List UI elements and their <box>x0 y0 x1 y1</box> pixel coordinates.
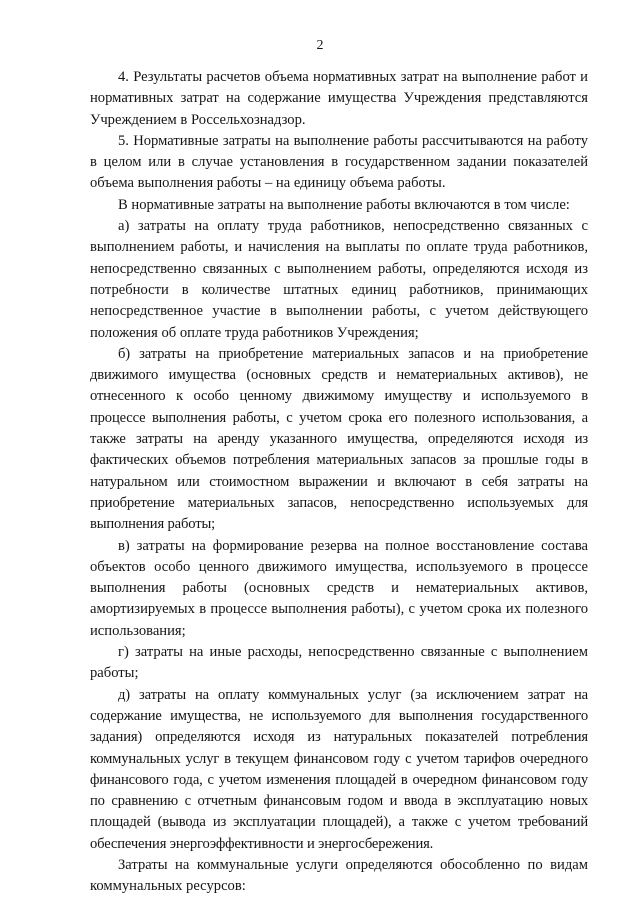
paragraph-subitem-v: в) затраты на формирование резерва на полное восстановление состава объектов особо ценного движимого имущества, используемого в процессе выполнения работы (основных средств и нематериальных активов, амортизируемых в процессе выполнения работы), с учетом срока их полезного использования; <box>90 537 588 639</box>
paragraph-subitem-b: б) затраты на приобретение материальных запасов и на приобретение движимого имущества (основных средств и нематериальных активов), не отнесенного к особо ценному движимому имуществу и используемого в процессе выполнения работы, с учетом срока его полезного использования, а также затраты на аренду указанного имущества, определяются исходя из фактических объемов потребления материальных запасов за прошлые годы в натуральном или стоимостном выражении и включают в себя затраты на приобретение материальных запасов, непосредственно используемых для выполнения работы; <box>90 345 588 533</box>
paragraph-subitem-a: а) затраты на оплату труда работников, непосредственно связанных с выполнением работы, и начисления на выплаты по оплате труда работников, непосредственно связанных с выполнением работы, определяются исходя из потребности в количестве штатных единиц работников, принимающих непосредственное участие в выполнении работы, с учетом действующего положения об оплате труда работников Учреждения; <box>90 218 588 341</box>
paragraph-subitem-g: г) затраты на иные расходы, непосредственно связанные с выполнением работы; <box>90 644 588 682</box>
page-number: 2 <box>316 38 324 53</box>
paragraph-utilities-resources: Затраты на коммунальные услуги определяются обособленно по видам коммунальных ресурсов: <box>90 856 588 895</box>
paragraph-included-costs-intro: В нормативные затраты на выполнение работы включаются в том числе: <box>118 196 570 213</box>
paragraph-item-5: 5. Нормативные затраты на выполнение работы рассчитываются на работу в целом или в случае установления в государственном задании показателей объема выполнения работы – на единицу объема работы. <box>90 132 588 192</box>
paragraph-item-4: 4. Результаты расчетов объема нормативных затрат на выполнение работ и нормативных затрат на содержание имущества Учреждения представляются Учреждением в Россельхознадзор. <box>90 69 588 128</box>
paragraph-subitem-d: д) затраты на оплату коммунальных услуг (за исключением затрат на содержание имущества, не используемого для выполнения государственного задания) определяются исходя из натуральных показателей потребления коммунальных услуг в текущем финансовом году с учетом тарифов очередного финансового года, с учетом изменения площадей в очередном финансовом году по сравнению с отчетным финансовым годом и ввода в эксплуатацию новых площадей (вывода из эксплуатации площадей), а также с учетом требований обеспечения энергоэффективности и энергосбережения. <box>90 686 588 852</box>
document-body <box>90 67 588 898</box>
